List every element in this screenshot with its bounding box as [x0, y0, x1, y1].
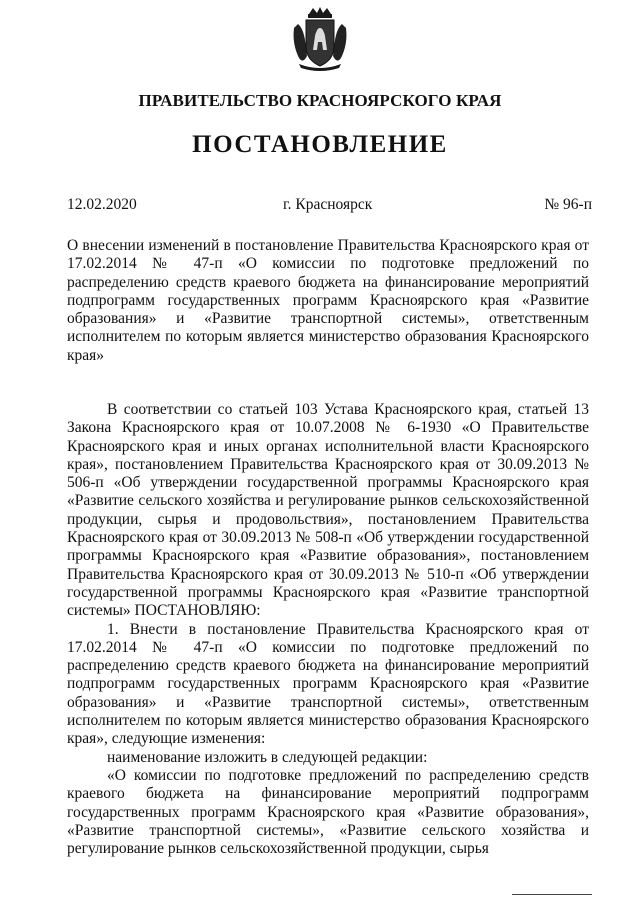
document-date: 12.02.2020	[67, 196, 137, 213]
body-paragraph-new-title: «О комиссии по подготовке предложений по распределению средств краевого бюджета на финансирование мероприятий подпрограмм государственных программ Красноярского края «Развитие образования», «Развитие транспортной системы», «Развитие сельского хозяйства и регулирование рынков сельскохозяйственной продукции, сырья	[67, 766, 589, 858]
document-city: г. Красноярск	[283, 196, 373, 213]
document-body	[67, 401, 589, 858]
body-paragraph-title-intro: наименование изложить в следующей редакции:	[107, 748, 428, 766]
document-subject: О внесении изменений в постановление Правительства Красноярского края от 17.02.2014 № 47-п «О комиссии по подготовке предложений по распределению средств краевого бюджета на финансирование мероприятий подпрограмм государственных программ Красноярского края «Развитие образования» и «Развитие транспортной системы», ответственным исполнителем по которым является министерство образования Красноярского края»	[67, 237, 589, 364]
body-paragraph-preamble: В соответствии со статьей 103 Устава Красноярского края, статьей 13 Закона Красноярского края от 10.07.2008 № 6-1930 «О Правительстве Красноярского края и иных органах исполнительной власти Красноярского края», постановлением Правительства Красноярского края от 30.09.2013 № 506-п «Об утверждении государственной программы Красноярского края «Развитие сельского хозяйства и регулирование рынков сельскохозяйственной продукции, сырья и продовольствия», постановлением Правительства Красноярского края от 30.09.2013 № 508-п «Об утверждении государственной программы Красноярского края «Развитие образования», постановлением Правительства Красноярского края от 30.09.2013 № 510-п «Об утверждении государственной программы Красноярского края «Развитие транспортной системы» ПОСТАНОВЛЯЮ:	[67, 401, 589, 620]
document-number: № 96-п	[544, 196, 592, 213]
body-paragraph-item-1: 1. Внести в постановление Правительства Красноярского края от 17.02.2014 № 47-п «О комиссии по подготовке предложений по распределению средств краевого бюджета на финансирование мероприятий подпрограмм государственных программ Красноярского края «Развитие образования» и «Развитие транспортной системы», ответственным исполнителем по которым является министерство образования Красноярского края», следующие изменения:	[67, 620, 589, 748]
document-type-title: ПОСТАНОВЛЕНИЕ	[192, 131, 448, 158]
government-title: ПРАВИТЕЛЬСТВО КРАСНОЯРСКОГО КРАЯ	[138, 91, 502, 110]
page-bottom-rule	[512, 894, 592, 895]
krasnoyarsk-coat-of-arms-icon	[291, 6, 349, 72]
